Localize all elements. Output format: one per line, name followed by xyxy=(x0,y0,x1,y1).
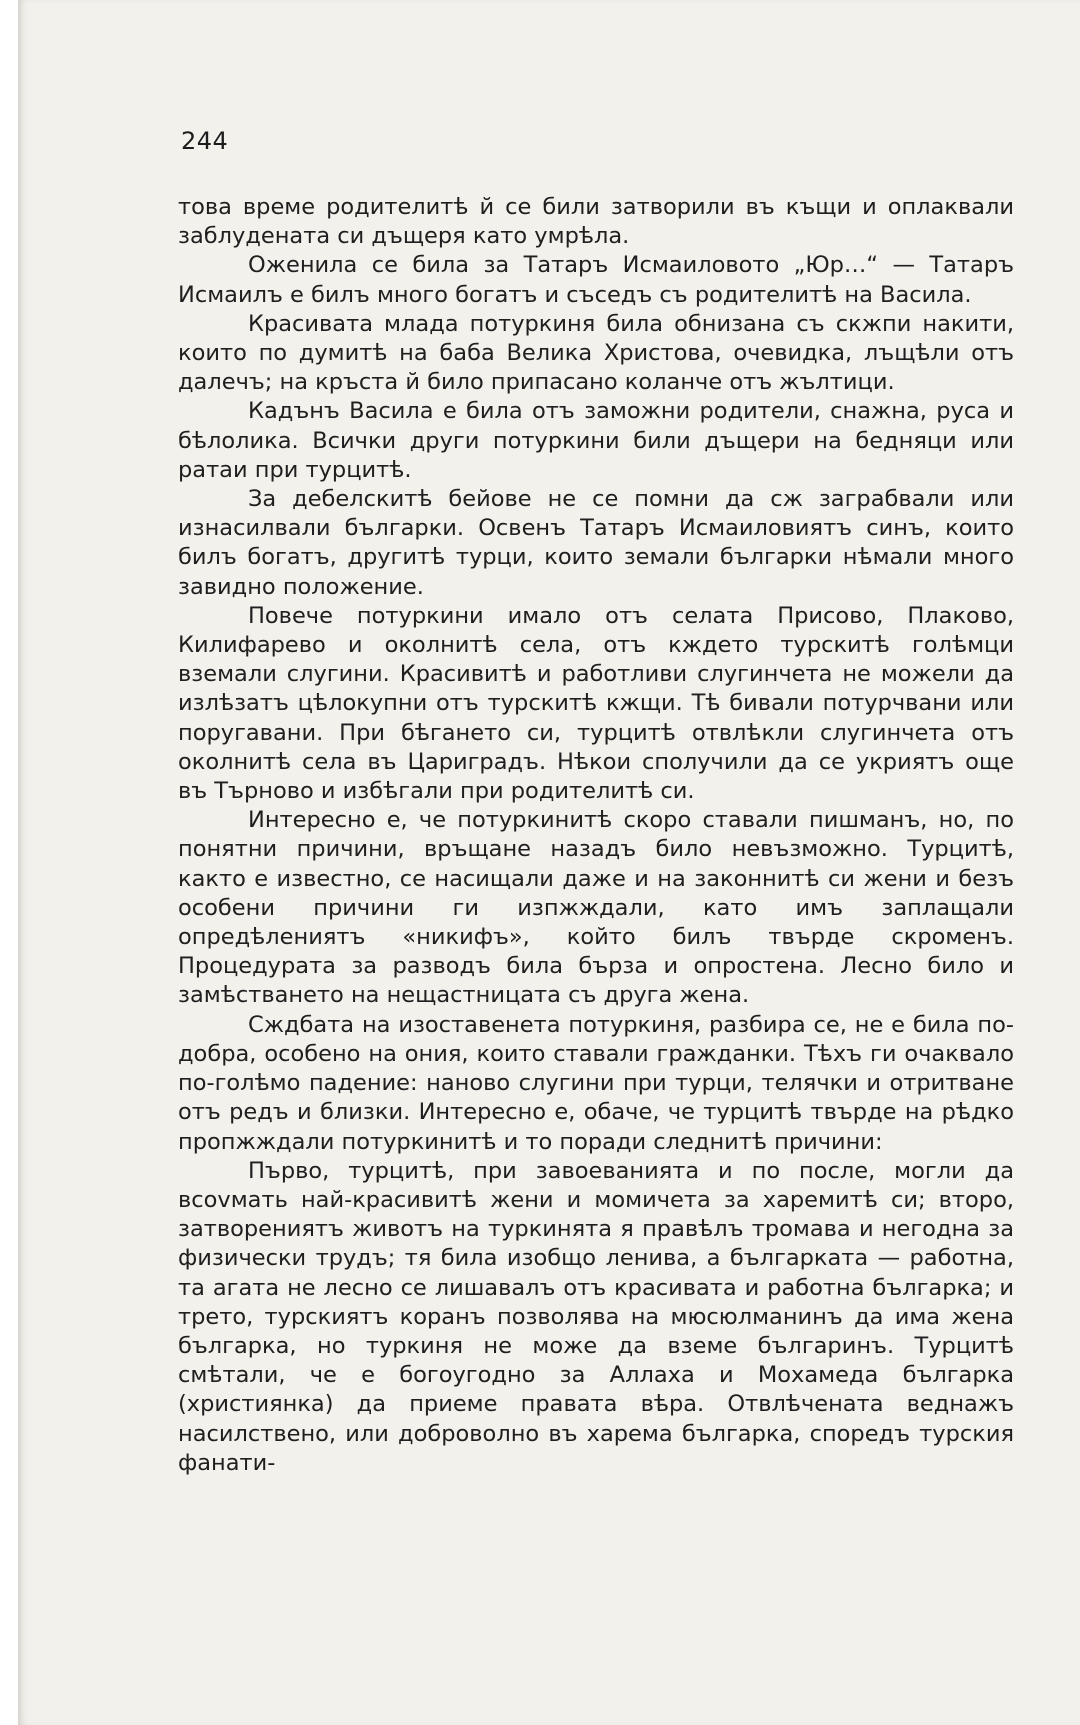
paragraph: Повече потуркини имало отъ селата Присово, Плаково, Килифарево и околнитѣ села, отъ кждето турскитѣ голѣмци вземали слугини. Красивитѣ и работливи слугинчета не можели да излѣзатъ цѣлокупни отъ турскитѣ кжщи. Тѣ бивали потурчвани или поругавани. При бѣгането си, турцитѣ отвлѣкли слугинчета отъ околнитѣ села въ Цариградъ. Нѣкои сполучили да се укриятъ още въ Търново и избѣгали при родителитѣ си. xyxy=(178,602,1014,805)
paragraph: Кадънъ Васила е била отъ заможни родители, снажна, руса и бѣлолика. Всички други потуркини били дъщери на бедняци или ратаи при турцитѣ. xyxy=(178,398,1014,483)
paragraph: Първо, турцитѣ, при завоеванията и по после, могли да вcovмать най-красивитѣ жени и момичета за харемитѣ си; второ, затворениятъ животъ на туркинята я правѣлъ тромава и негодна за физически трудъ; тя била изобщо ленива, а българката — работна, та агата не лесно се лишавалъ отъ красивата и работна българка; и трето, турскиятъ коранъ позволява на мюсюлманинъ да има жена българка, но туркиня не може да вземе българинъ. Турцитѣ смѣтали, че е богоугодно за Аллаха и Мохамеда българка (християнка) да приеме правата вѣра. Отвлѣчената веднажъ насилствено, или доброволно въ харема българка, споредъ турския фанати- xyxy=(178,1157,1014,1476)
paragraph: Оженила се била за Татаръ Исмаиловото „Юр…“ — Татаръ Исмаилъ е билъ много богатъ и съседъ съ родителитѣ на Васила. xyxy=(178,252,1014,308)
paragraph: Сждбата на изоставенета потуркиня, разбира се, не е била по-добра, особено на ония, които ставали гражданки. Тѣхъ ги очаквало по-голѣмо падение: наново слугини при турци, телячки и отритване отъ редъ и близки. Интересно е, обаче, че турцитѣ твърде на рѣдко пропжждали потуркинитѣ и то поради следнитѣ причини: xyxy=(178,1011,1014,1155)
paragraph: това време родителитѣ й се били затворили въ къщи и оплаквали заблудената си дъщеря като умрѣла. xyxy=(178,194,1014,250)
page-number: 244 xyxy=(181,127,229,155)
paragraph: За дебелскитѣ бейове не се помни да сж заграбвали или изнасилвали българки. Освенъ Татаръ Исмаиловиятъ синъ, които билъ богатъ, другитѣ турци, които земали българки нѣмали много завидно положение. xyxy=(178,486,1014,600)
book-page xyxy=(18,0,1080,1725)
body-text xyxy=(178,193,1014,1478)
paragraph: Красивата млада потуркиня била обнизана съ скжпи накити, които по думитѣ на баба Велика Христова, очевидка, лъщѣли отъ далечъ; на кръста й било припасано коланче отъ жълтици. xyxy=(178,310,1014,396)
paragraph: Интересно е, че потуркинитѣ скоро ставали пишманъ, но, по понятни причини, връщане назадъ било невъзможно. Турцитѣ, както е известно, се насищали даже и на законнитѣ си жени и безъ особени причини ги изпжждали, като имъ заплащали опредѣлениятъ «никифъ», който билъ твърде скроменъ. Процедурата за разводъ била бърза и опростена. Лесно било и замѣстването на нещастницата съ друга жена. xyxy=(178,807,1014,1009)
